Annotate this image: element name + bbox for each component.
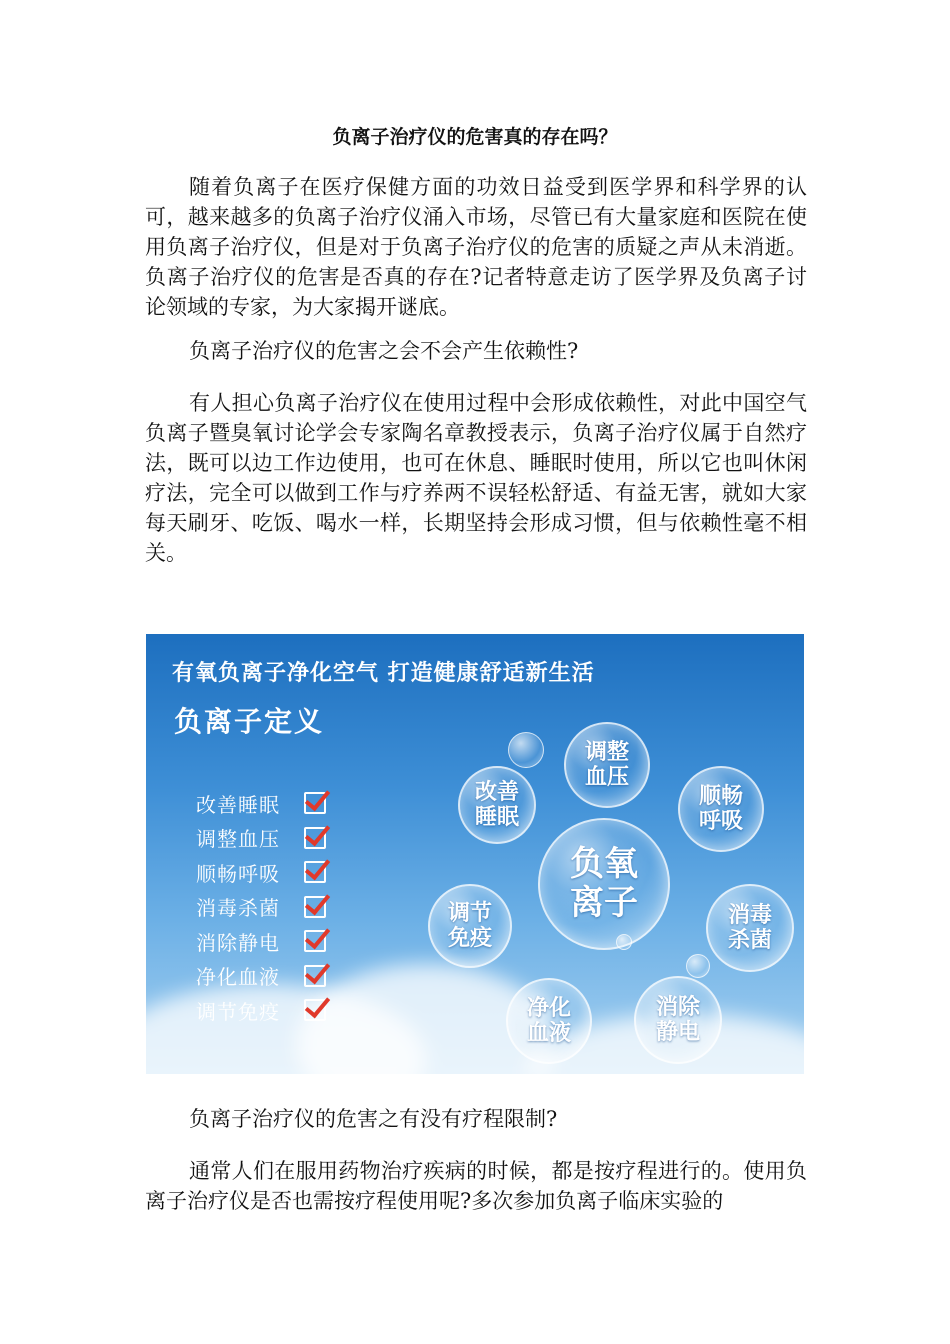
- bubble-label: 顺畅 呼吸: [698, 783, 743, 834]
- checkbox-icon: [304, 792, 326, 814]
- checkmark-icon: [305, 819, 330, 846]
- section-heading-course: 负离子治疗仪的危害之有没有疗程限制?: [189, 1107, 558, 1131]
- checklist-label: 顺畅呼吸: [196, 861, 280, 886]
- checklist-item: [196, 890, 326, 925]
- bubble-label: 消毒 杀菌: [727, 902, 772, 953]
- small-bubble-decoration: [686, 954, 710, 978]
- paragraph-course: 通常人们在服用药物治疗疾病的时候，都是按疗程进行的。使用负离子治疗仪是否也需按疗程使用呢?多次参加负离子临床实验的: [145, 1159, 807, 1213]
- bubble-adjust-pressure: [564, 722, 650, 808]
- checkbox-icon: [304, 896, 326, 918]
- bubble-label: 负氧 离子: [570, 843, 638, 923]
- section-heading-dependency: 负离子治疗仪的危害之会不会产生依赖性?: [189, 339, 579, 363]
- paragraph-intro: 随着负离子在医疗保健方面的功效日益受到医学界和科学界的认可，越来越多的负离子治疗仪涌入市场，尽管已有大量家庭和医院在使用负离子治疗仪，但是对于负离子治疗仪的危害的质疑之声从未消逝。负离子治疗仪的危害是否真的存在?记者特意走访了医学界及负离子讨论领域的专家，为大家揭开谜底。: [145, 175, 807, 319]
- bubble-purify-blood: [506, 978, 592, 1064]
- infographic-headline: 有氧负离子净化空气 打造健康舒适新生活: [172, 661, 595, 686]
- checklist-item: [196, 959, 326, 994]
- benefit-checklist: [196, 786, 326, 1028]
- checklist-item: [196, 821, 326, 856]
- bubble-disinfect: [706, 884, 794, 972]
- bubble-label: 消除 静电: [655, 994, 700, 1045]
- checkbox-icon: [304, 965, 326, 987]
- checkmark-icon: [305, 785, 330, 812]
- bubble-regulate-immunity: [428, 884, 512, 968]
- checklist-item: [196, 855, 326, 890]
- bubble-improve-sleep: [458, 766, 536, 844]
- document-title: 负离子治疗仪的危害真的存在吗？: [332, 126, 618, 148]
- checkmark-icon: [305, 854, 330, 881]
- bubble-label: 调整 血压: [584, 739, 629, 790]
- checkbox-icon: [304, 930, 326, 952]
- paragraph-dependency: 有人担心负离子治疗仪在使用过程中会形成依赖性，对此中国空气负离子暨臭氧讨论学会专家陶名章教授表示，负离子治疗仪属于自然疗法，既可以边工作边使用，也可在休息、睡眠时使用，所以它也叫休闲疗法，完全可以做到工作与疗养两不误轻松舒适、有益无害，就如大家每天刷牙、吃饭、喝水一样，长期坚持会形成习惯，但与依赖性毫不相关。: [145, 391, 807, 565]
- negative-ion-infographic: [146, 634, 804, 1074]
- checklist-label: 改善睡眠: [196, 792, 280, 817]
- checklist-label: 调节免疫: [196, 999, 280, 1024]
- checklist-label: 消毒杀菌: [196, 896, 280, 921]
- checkmark-icon: [305, 957, 330, 984]
- infographic-subtitle: 负离子定义: [174, 705, 325, 738]
- checkbox-icon: [304, 861, 326, 883]
- checklist-item: [196, 786, 326, 821]
- bubble-label: 净化 血液: [526, 995, 571, 1046]
- checklist-item: [196, 993, 326, 1028]
- bubble-label: 调节 免疫: [447, 900, 492, 951]
- checkmark-icon: [305, 923, 330, 950]
- checkmark-icon: [305, 888, 330, 915]
- checkbox-icon: [304, 999, 326, 1021]
- bubble-eliminate-static: [634, 976, 722, 1064]
- checklist-label: 消除静电: [196, 930, 280, 955]
- small-bubble-decoration: [508, 732, 544, 768]
- checkbox-icon: [304, 827, 326, 849]
- checklist-item: [196, 924, 326, 959]
- checklist-label: 净化血液: [196, 965, 280, 990]
- bubble-smooth-breathing: [678, 766, 764, 852]
- bubble-label: 改善 睡眠: [474, 779, 519, 830]
- bubble-negative-oxygen-ion: [538, 818, 670, 950]
- checklist-label: 调整血压: [196, 827, 280, 852]
